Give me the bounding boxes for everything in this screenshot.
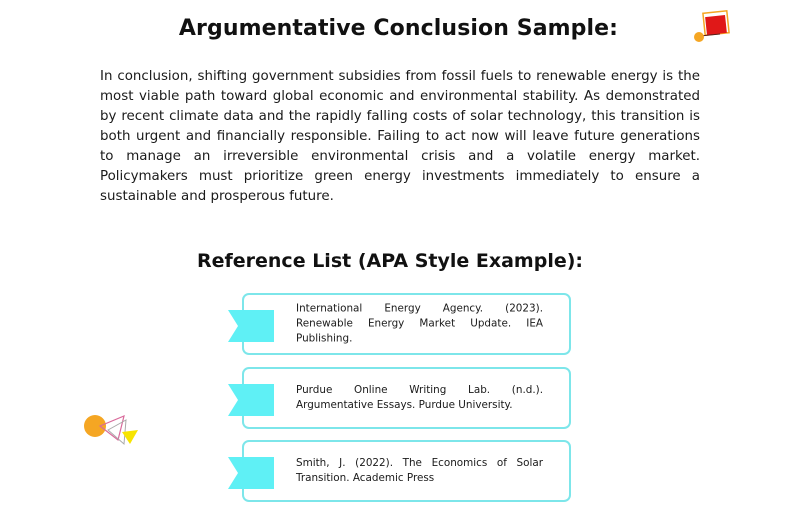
reference-card — [242, 440, 571, 502]
circle-triangles-icon — [80, 410, 142, 450]
reference-text: Purdue Online Writing Lab. (n.d.). Argumentative Essays. Purdue University. — [296, 384, 543, 411]
ribbon-banner-icon — [228, 310, 274, 342]
page-title: Argumentative Conclusion Sample: — [178, 16, 619, 41]
overlapping-squares-icon — [690, 8, 734, 46]
ribbon-banner-icon — [228, 457, 274, 489]
ribbon-banner-icon — [228, 384, 274, 416]
reference-card — [242, 367, 571, 429]
reference-heading: Reference List (APA Style Example): — [196, 250, 584, 272]
reference-card — [242, 293, 571, 355]
reference-text: Smith, J. (2022). The Economics of Solar Transition. Academic Press — [296, 457, 543, 484]
reference-text: International Energy Agency. (2023). Renewable Energy Market Update. IEA Publishing. — [296, 302, 543, 345]
conclusion-paragraph: In conclusion, shifting government subsidies from fossil fuels to renewable energy is the most viable path toward global economic and environmental stability. As demonstrated by recent climate data and the rapidly falling costs of solar technology, this transition is both urgent and financially responsible. Failing to act now will leave future generations to manage an irreversible environmental crisis and a volatile energy market. Policymakers must prioritize green energy investments immediately to ensure a sustainable and prosperous future. — [100, 69, 700, 204]
